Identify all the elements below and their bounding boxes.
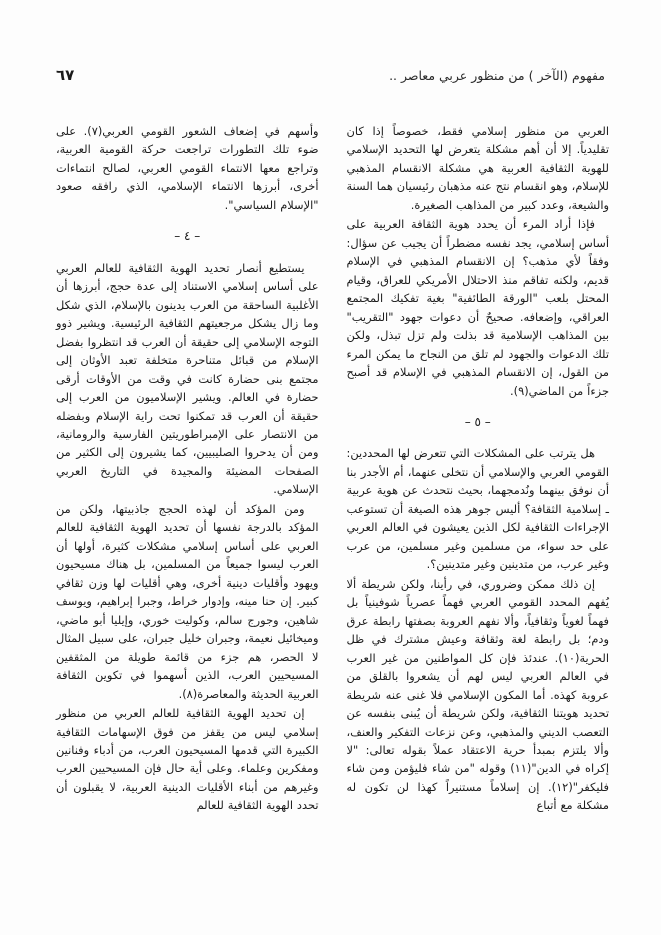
section-divider: – ٤ – (174, 229, 201, 244)
running-head-title: مفهوم (الآخر ) من منظور عربي معاصر .. (389, 68, 605, 83)
paragraph: ومن المؤكد أن لهذه الحجج جاذبيتها، ولكن من المؤكد بالدرجة نفسها أن تحديد الهوية الثقافية للعالم العربي على أساس إسلامي مشكلات كثيرة، أولها أن العرب ليسوا جميعاً من المسلمين، بل هناك مسيحيون ويهود وأقليات دينية أخرى، وهي أقليات لها وزن ثقافي كبير. إن حنا مينه، وإدوار خراط، وجبرا إبراهيم، ويوسف شاهين، وجورج سالم، وكوليت خوري، وإيليا أبو ماضي، وميخائيل نعيمة، وجبران خليل جبران، على سبيل المثال لا الحصر، هم جزء من قائمة طويلة من المثقفين المسيحيين العرب، الذين أسهموا في تكوين الثقافة العربية الحديثة والمعاصرة(٨). (56, 501, 319, 701)
paragraph: إن ذلك ممكن وضروري، في رأينا، ولكن شريطة ألا يُفهم المحدد القومي العربي فهماً عصرياً شوفينياً بل فهماً لغوياً وثقافياً، وألا نفهم العروبة بصفتها رابطة عرق ودم؛ بل رابطة لغة وثقافة وعيش مشترك في ظل الحرية(١٠). عندئذ فإن كل المواطنين من غير العرب في العالم العربي ليس لهم أن يشعروا بالقلق من عروبة كهذه. أما المكون الإسلامي فلا غنى عنه شريطة تحديد هويتنا الثقافية، ولكن شريطة أن يُبنى بنفسه عن التعصب الديني والمذهبي، وعن نزعات التفكير والعنف، وألا يلتزم بمبدأ حرية الاعتقاد عملاً بقوله تعالى: "لا إكراه في الدين"(١١) وقوله "من شاء فليؤمن ومن شاء فليكفر"(١٢). إن إسلاماً مستنيراً كهذا لن تكون له مشكلة مع أتباع (346, 576, 609, 813)
paragraph: يستطيع أنصار تحديد الهوية الثقافية للعالم العربي على أساس إسلامي الاستناد إلى عدة حجج، أبرزها أن الأغلبية الساحقة من العرب يدينون بالإسلام، الذي شكل وما زال يشكل مرجعيتهم الثقافية الرئيسية. ويشير ذوو التوجه الإسلامي إلى حقيقة أن العرب قد انتظروا بفضل الإسلام من قبائل متناحرة متخلفة تعبد الأوثان إلى مجتمع بنى حضارة كانت في وقت من الأوقات أرقى حضارة في العالم. ويشير الإسلاميون من العرب إلى حقيقة أن العرب قد تمكنوا تحت راية الإسلام وبفضله من الانتصار على الإمبراطوريتين الفارسية والرومانية، ومن أن يدحروا الصليبيين، كما يشيرون إلى الكثير من الصفحات المضيئة والمجيدة في التاريخ العربي الإسلامي. (56, 260, 319, 497)
right-column (347, 122, 610, 899)
paragraph: إن تحديد الهوية الثقافية للعالم العربي من منظور إسلامي ليس من يقفز من فوق الإسهامات الثقافية الكبيرة التي قدمها المسيحيون العرب، من أدباء وفنانين ومفكرين وعلماء. وعلى أية حال فإن المسيحيين العرب وغيرهم من أبناء الأقليات الدينية العربية، لا يقبلون أن تحدد الهوية الثقافية للعالم (56, 706, 319, 813)
paragraph: فإذا أراد المرء أن يحدد هوية الثقافة العربية على أساس إسلامي، يجد نفسه مضطراً أن يجيب عن سؤال: وفقاً لأي مذهب؟ إن الانقسام المذهبي في الإسلام قديم، ولكنه تفاقم منذ الاحتلال الأمريكي للعراق، وقيام المحتل بلعب "الورقة الطائفية" بغية تفكيك المجتمع العراقي، وإضعافه. صحيحٌ أن دعوات جهود "التقريب" بين المذاهب الإسلامية قد بذلت ولم تزل تبذل، ولكن تلك الدعوات والجهود لم تلق من النجاح ما يمكن المرء من القول، إن الانقسام المذهبي في الإسلام قد أصبح جزءاً من الماضي(٩). (346, 217, 609, 398)
paragraph: العربي من منظور إسلامي فقط، خصوصاً إذا كان تقليدياً. إلا أن أهم مشكلة يتعرض لها التحديد الإسلامي للهوية الثقافية العربية هي مشكلة الانقسام المذهبي للإسلام، وهو انقسام نتج عنه مذهبان رئيسيان هما السنة والشيعة، وعدد كبير من المذاهب الصغيرة. (346, 124, 609, 212)
section-divider: – ٥ – (464, 415, 491, 430)
paragraph: هل يترتب على المشكلات التي تتعرض لها المحددين: القومي العربي والإسلامي أن نتخلى عنهما، أم الأجدر بنا أن نوفق بينهما ونُدمجهما، بحيث نتحدث عن هوية عربية ـ إسلامية الثقافة؟ أليس جوهر هذه الصيغة أن تستوعب الإجراءات الثقافية لكل الذين يعيشون في العالم العربي على حد سواء، من مسلمين وغير مسلمين، من عرب وغير عرب، من متدينين وغير متدينين؟. (346, 446, 609, 572)
paragraph: وأسهم في إضعاف الشعور القومي العربي(٧). على ضوء تلك التطورات تراجعت حركة القومية العربية، وتراجع معها الانتماء القومي العربي، لصالح انتماءات أخرى، أبرزها الانتماء الإسلامي، الذي رافقه صعود "الإسلام السياسي". (56, 124, 319, 212)
left-column (56, 122, 319, 899)
page-number: ٦٧ (56, 66, 75, 84)
body-columns (56, 122, 609, 899)
page-header (56, 66, 605, 92)
